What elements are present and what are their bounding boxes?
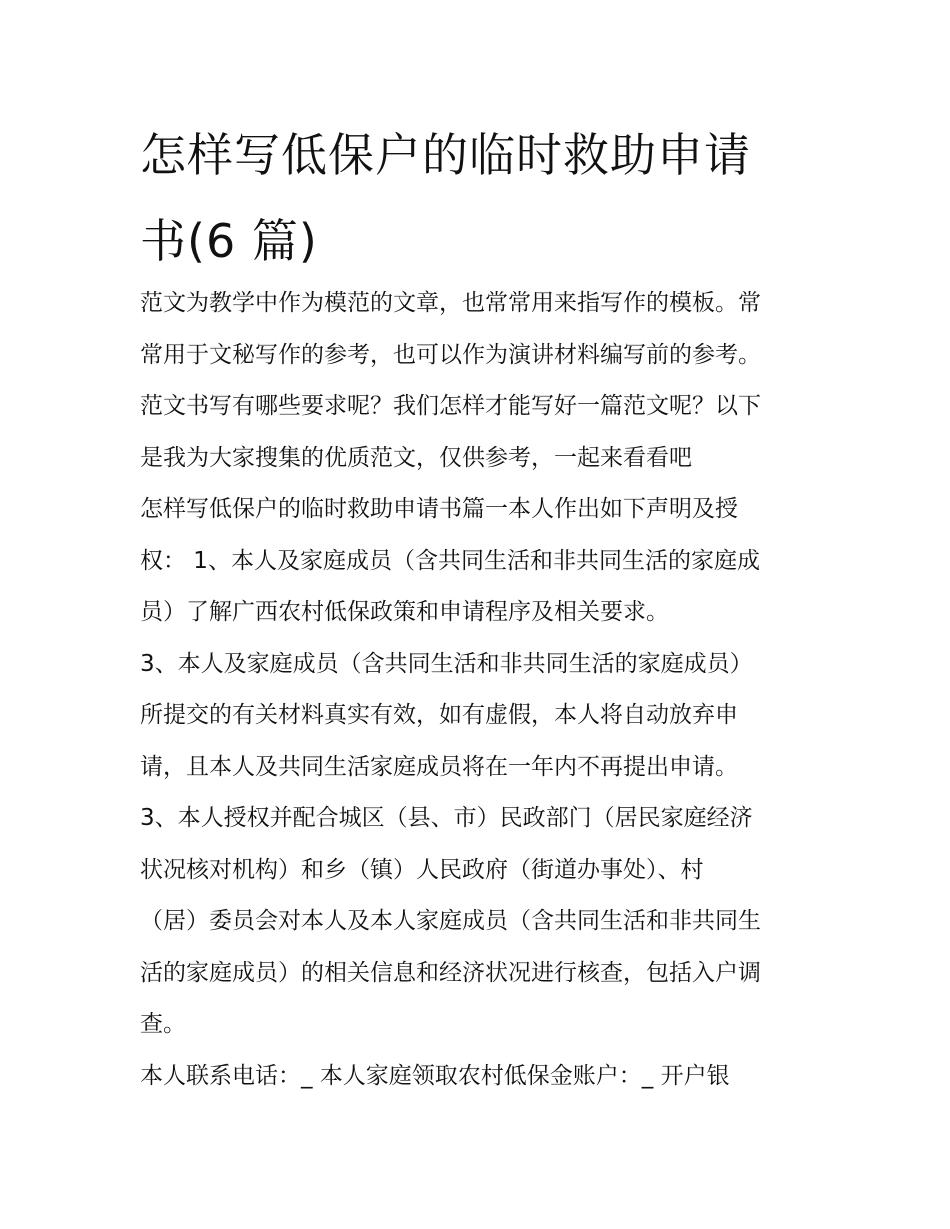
body-line: 常用于文秘写作的参考，也可以作为演讲材料编写前的参考。	[140, 341, 761, 368]
body-line: 活的家庭成员）的相关信息和经济状况进行核查，包括入户调	[140, 959, 761, 986]
body-line: 本人联系电话：_ 本人家庭领取农村低保金账户：_ 开户银	[140, 1062, 730, 1089]
body-line: 查。	[140, 1011, 186, 1037]
title-line-2: 书(6 篇)	[140, 214, 318, 268]
body-line: 范文为教学中作为模范的文章，也常常用来指写作的模板。常	[140, 290, 761, 316]
body-line: 是我为大家搜集的优质范文，仅供参考，一起来看看吧	[140, 444, 692, 471]
body-line: 怎样写低保户的临时救助申请书篇一本人作出如下声明及授	[140, 496, 738, 522]
body-line: 3、本人授权并配合城区（县、市）民政部门（居民家庭经济	[140, 805, 753, 831]
body-line: 3、本人及家庭成员（含共同生活和非共同生活的家庭成员）	[140, 650, 753, 677]
body-line: 员）了解广西农村低保政策和申请程序及相关要求。	[140, 599, 669, 625]
body-line: 状况核对机构）和乡（镇）人民政府（街道办事处）、村	[140, 856, 704, 883]
body-line: 请，且本人及共同生活家庭成员将在一年内不再提出申请。	[140, 753, 738, 780]
document-body	[140, 278, 820, 1102]
body-line: （居）委员会对本人及本人家庭成员（含共同生活和非共同生	[140, 908, 761, 934]
body-line: 所提交的有关材料真实有效，如有虚假，本人将自动放弃申	[140, 702, 738, 728]
body-line: 权： 1、本人及家庭成员（含共同生活和非共同生活的家庭成	[140, 547, 760, 574]
title-line-1: 怎样写低保户的临时救助申请	[140, 128, 751, 182]
document-title	[140, 112, 830, 284]
body-line: 范文书写有哪些要求呢？我们怎样才能写好一篇范文呢？以下	[140, 393, 761, 419]
